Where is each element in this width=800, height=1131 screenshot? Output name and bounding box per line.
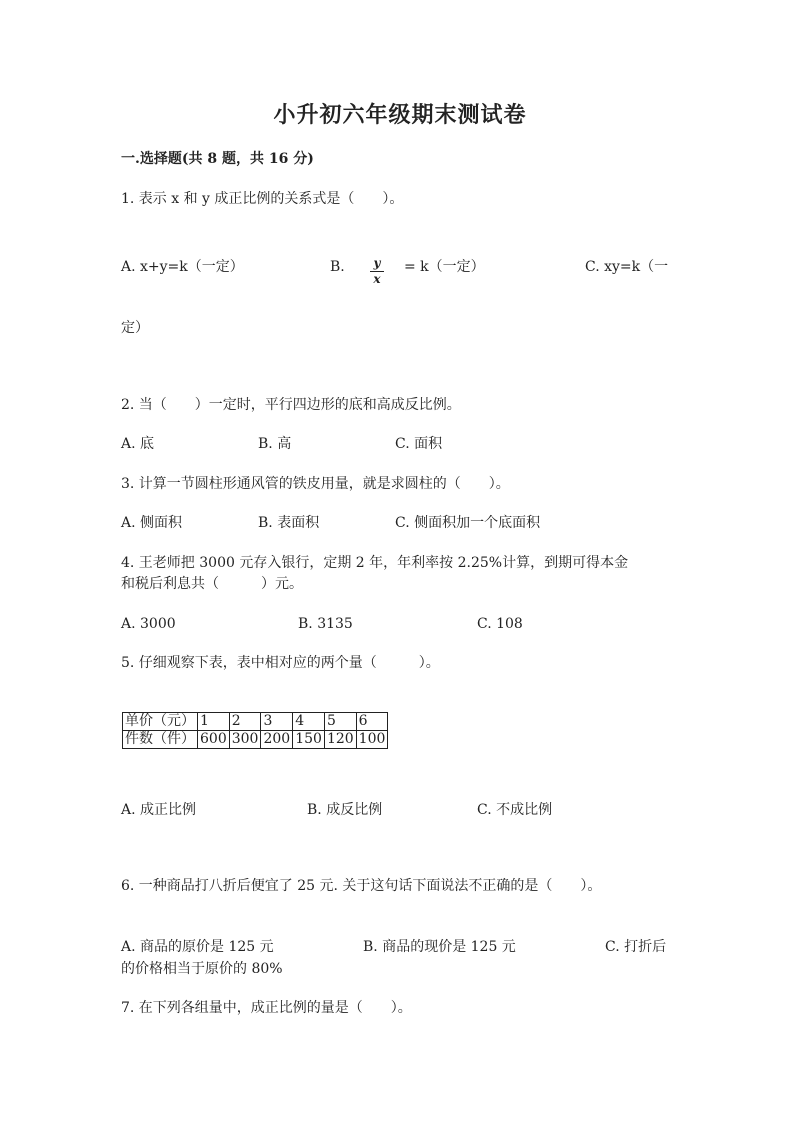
page-title: 小升初六年级期末测试卷 [273, 102, 527, 128]
question-3-stem: 3. 计算一节圆柱形通风管的铁皮用量，就是求圆柱的（ ）。 [121, 476, 510, 492]
table-cell: 100 [356, 731, 388, 749]
fraction-denominator: x [373, 272, 381, 286]
table-cell: 4 [293, 713, 325, 731]
fraction-numerator: y [373, 256, 381, 270]
question-2-stem: 2. 当（ ）一定时，平行四边形的底和高成反比例。 [121, 397, 461, 413]
question-5-option-a: A. 成正比例 [121, 802, 197, 818]
question-1-stem: 1. 表示 x 和 y 成正比例的关系式是（ ）。 [121, 191, 404, 207]
question-6-option-a: A. 商品的原价是 125 元 [121, 939, 274, 955]
table-cell: 200 [261, 731, 293, 749]
question-1-option-b-fraction [368, 257, 386, 286]
question-4-option-b: B. 3135 [298, 616, 353, 632]
question-1-option-c: C. xy=k（一 [585, 259, 669, 275]
table-cell: 6 [356, 713, 388, 731]
table-cell: 件数（件） [123, 731, 198, 749]
question-5-option-c: C. 不成比例 [477, 802, 553, 818]
table-cell: 150 [293, 731, 325, 749]
question-3-option-b: B. 表面积 [258, 515, 320, 531]
table-row [123, 713, 388, 731]
price-quantity-table [122, 712, 388, 749]
table-cell: 2 [229, 713, 261, 731]
question-2-option-a: A. 底 [121, 436, 155, 452]
question-4-option-c: C. 108 [477, 616, 523, 632]
table-cell: 120 [324, 731, 356, 749]
question-2-option-c: C. 面积 [395, 436, 443, 452]
table-cell: 1 [198, 713, 230, 731]
question-1-option-b-rest: = k（一定） [404, 259, 485, 275]
question-1-option-b-label: B. [330, 259, 345, 275]
table-cell: 5 [324, 713, 356, 731]
table-cell: 单价（元） [123, 713, 198, 731]
question-4-stem-line1: 4. 王老师把 3000 元存入银行，定期 2 年，年利率按 2.25%计算，到期可得本金 [121, 555, 629, 571]
question-3-option-a: A. 侧面积 [121, 515, 183, 531]
question-2-option-b: B. 高 [258, 436, 292, 452]
question-5-option-b: B. 成反比例 [307, 802, 383, 818]
question-3-option-c: C. 侧面积加一个底面积 [395, 515, 541, 531]
question-4-option-a: A. 3000 [121, 616, 176, 632]
question-7-stem: 7. 在下列各组量中，成正比例的量是（ ）。 [121, 1000, 412, 1016]
table-row [123, 731, 388, 749]
table-cell: 300 [229, 731, 261, 749]
question-4-stem-line2: 和税后利息共（ ）元。 [121, 576, 303, 592]
table-cell: 3 [261, 713, 293, 731]
section-heading: 一.选择题(共 8 题，共 16 分) [121, 151, 314, 167]
question-6-option-c: C. 打折后 [605, 939, 667, 955]
question-1-option-c-continued: 定） [121, 320, 149, 336]
question-6-option-c-continued: 的价格相当于原价的 80% [121, 961, 283, 977]
question-1-option-a: A. x+y=k（一定） [121, 259, 244, 275]
question-6-stem: 6. 一种商品打八折后便宜了 25 元. 关于这句话下面说法不正确的是（ ）。 [121, 878, 602, 894]
question-5-stem: 5. 仔细观察下表，表中相对应的两个量（ ）。 [121, 655, 440, 671]
table-cell: 600 [198, 731, 230, 749]
question-6-option-b: B. 商品的现价是 125 元 [363, 939, 516, 955]
